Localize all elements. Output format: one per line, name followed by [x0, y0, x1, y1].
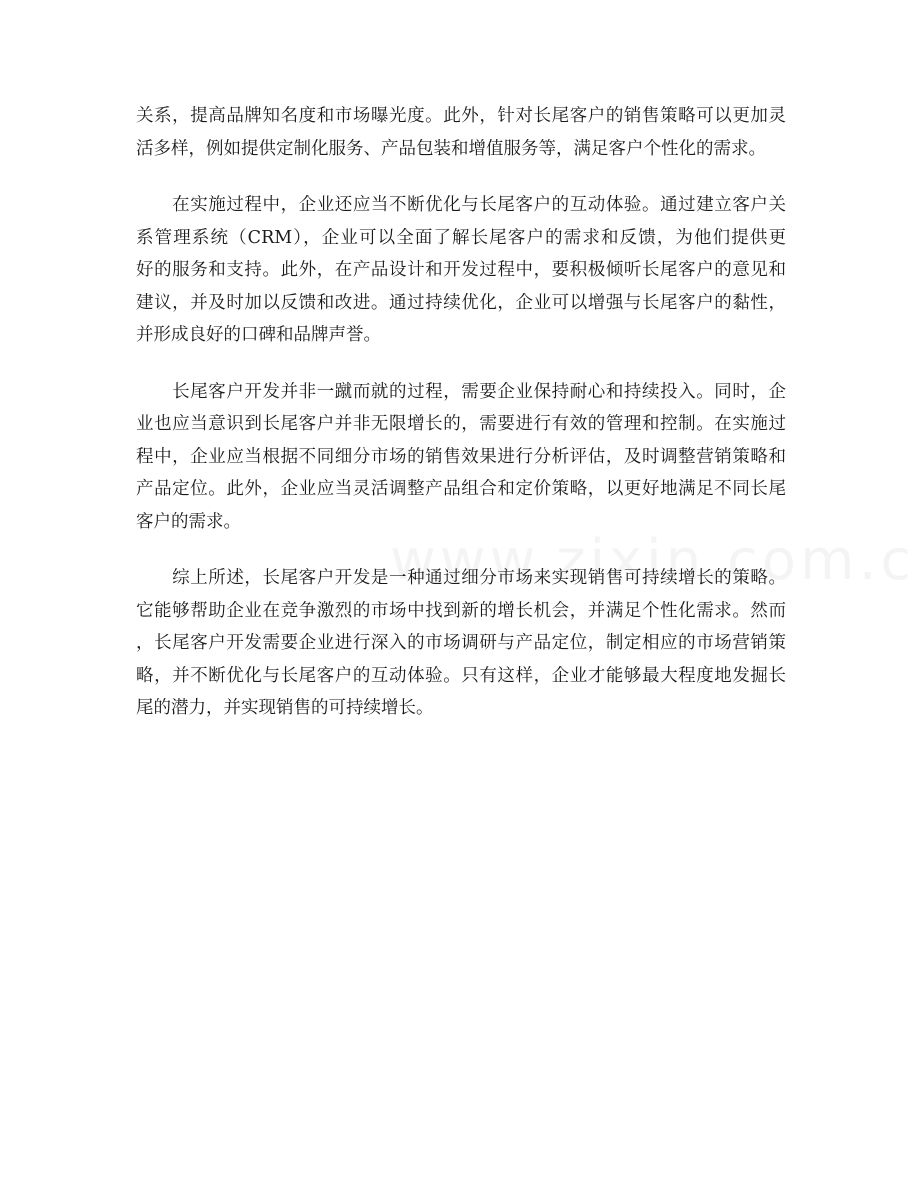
paragraph-1: [136, 100, 786, 165]
text-line: 略，并不断优化与长尾客户的互动体验。只有这样，企业才能够最大程度地发掘长: [136, 665, 786, 686]
text-line: 活多样，例如提供定制化服务、产品包装和增值服务等，满足客户个性化的需求。: [136, 138, 766, 159]
text-line: 它能够帮助企业在竞争激烈的市场中找到新的增长机会，并满足个性化需求。然而: [136, 600, 786, 621]
paragraph-3: [136, 376, 786, 539]
text-line: 客户的需求。: [136, 511, 241, 532]
text-line: 程中，企业应当根据不同细分市场的销售效果进行分析评估，及时调整营销策略和: [136, 446, 786, 467]
paragraph-2: [136, 189, 786, 352]
text-line: 系管理系统（CRM），企业可以全面了解长尾客户的需求和反馈，为他们提供更: [136, 227, 786, 248]
text-line: 综上所述，长尾客户开发是一种通过细分市场来实现销售可持续增长的策略。: [136, 568, 786, 588]
text-line: 尾的潜力，并实现销售的可持续增长。: [136, 698, 434, 718]
text-line: 并形成良好的口碑和品牌声誉。: [136, 325, 381, 345]
text-line: 在实施过程中，企业还应当不断优化与长尾客户的互动体验。通过建立客户关: [136, 195, 786, 215]
text-line: ，长尾客户开发需要企业进行深入的市场调研与产品定位，制定相应的市场营销策: [136, 633, 786, 653]
document-body: [136, 100, 786, 749]
text-line: 好的服务和支持。此外，在产品设计和开发过程中，要积极倾听长尾客户的意见和: [136, 260, 786, 280]
text-line: 建议，并及时加以反馈和改进。通过持续优化，企业可以增强与长尾客户的黏性，: [136, 292, 786, 313]
paragraph-4: [136, 562, 786, 725]
text-line: 业也应当意识到长尾客户并非无限增长的，需要进行有效的管理和控制。在实施过: [136, 414, 786, 434]
text-line: 长尾客户开发并非一蹴而就的过程，需要企业保持耐心和持续投入。同时，企: [136, 381, 786, 402]
text-line: 产品定位。此外，企业应当灵活调整产品组合和定价策略，以更好地满足不同长尾: [136, 479, 786, 499]
text-line: 关系，提高品牌知名度和市场曝光度。此外，针对长尾客户的销售策略可以更加灵: [136, 106, 786, 126]
